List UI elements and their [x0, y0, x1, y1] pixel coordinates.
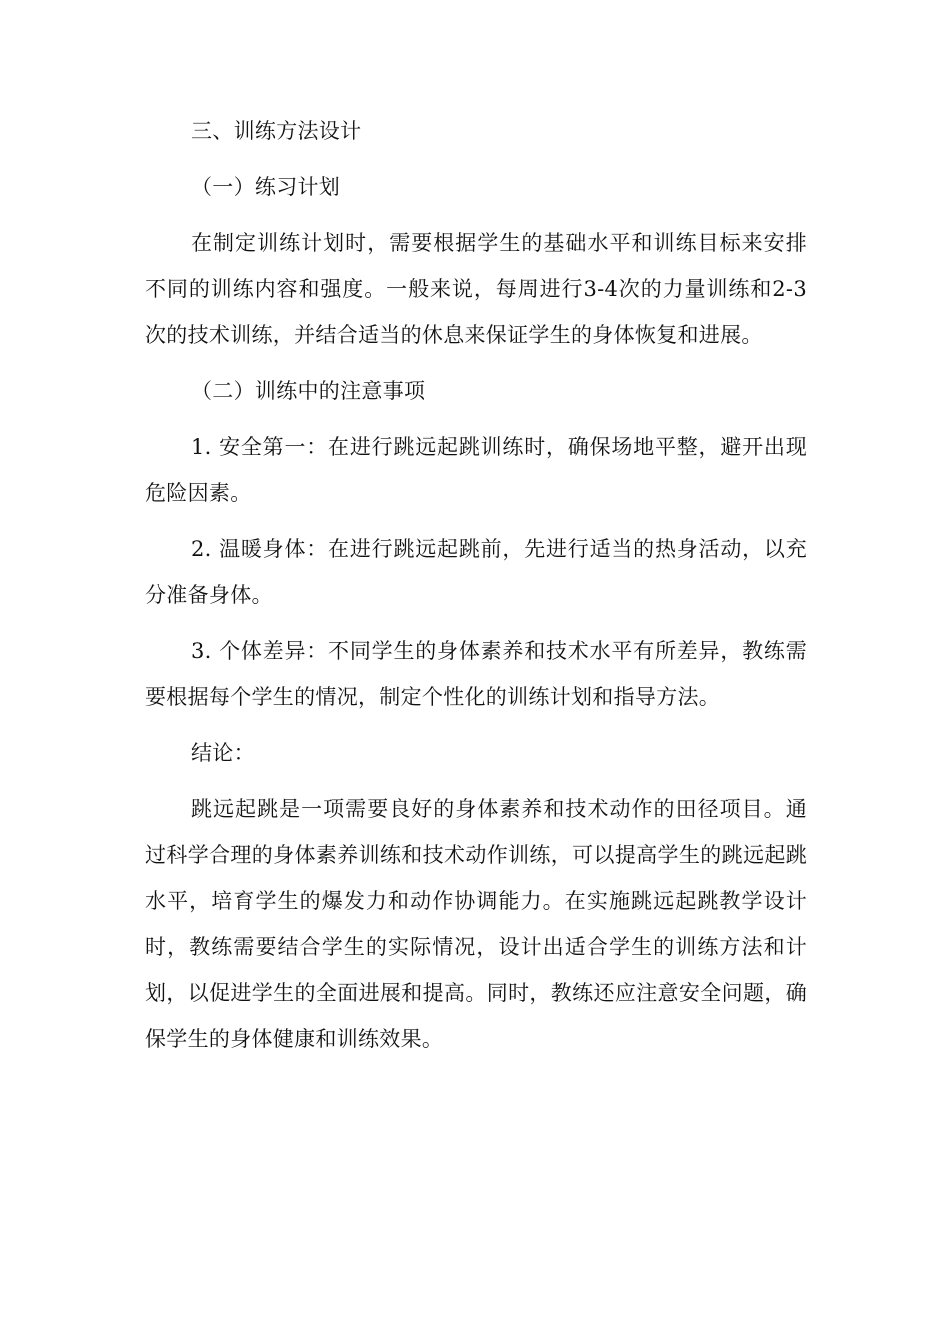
conclusion-heading: 结论： — [191, 741, 255, 765]
section-heading: 三、训练方法设计 — [191, 119, 362, 143]
list-item-safety: 1. 安全第一：在进行跳远起跳训练时，确保场地平整，避开出现危险因素。 — [145, 435, 807, 505]
conclusion-paragraph: 跳远起跳是一项需要良好的身体素养和技术动作的田径项目。通过科学合理的身体素养训练和技术动作训练，可以提高学生的跳远起跳水平，培育学生的爆发力和动作协调能力。在实施跳远起跳教学设计时，教练需要结合学生的实际情况，设计出适合学生的训练方法和计划，以促进学生的全面进展和提高。同时，教练还应注意安全问题，确保学生的身体健康和训练效果。 — [145, 797, 807, 1051]
document-body — [145, 108, 807, 1062]
subsection-heading-practice-plan: （一）练习计划 — [191, 175, 341, 199]
list-item-individual-differences: 3. 个体差异：不同学生的身体素养和技术水平有所差异，教练需要根据每个学生的情况，制定个性化的训练计划和指导方法。 — [145, 639, 807, 709]
paragraph-training-plan: 在制定训练计划时，需要根据学生的基础水平和训练目标来安排不同的训练内容和强度。一般来说，每周进行3-4次的力量训练和2-3次的技术训练，并结合适当的休息来保证学生的身体恢复和进展。 — [145, 231, 807, 347]
subsection-heading-precautions: （二）训练中的注意事项 — [191, 379, 426, 403]
list-item-warmup: 2. 温暖身体：在进行跳远起跳前，先进行适当的热身活动，以充分准备身体。 — [145, 537, 807, 607]
